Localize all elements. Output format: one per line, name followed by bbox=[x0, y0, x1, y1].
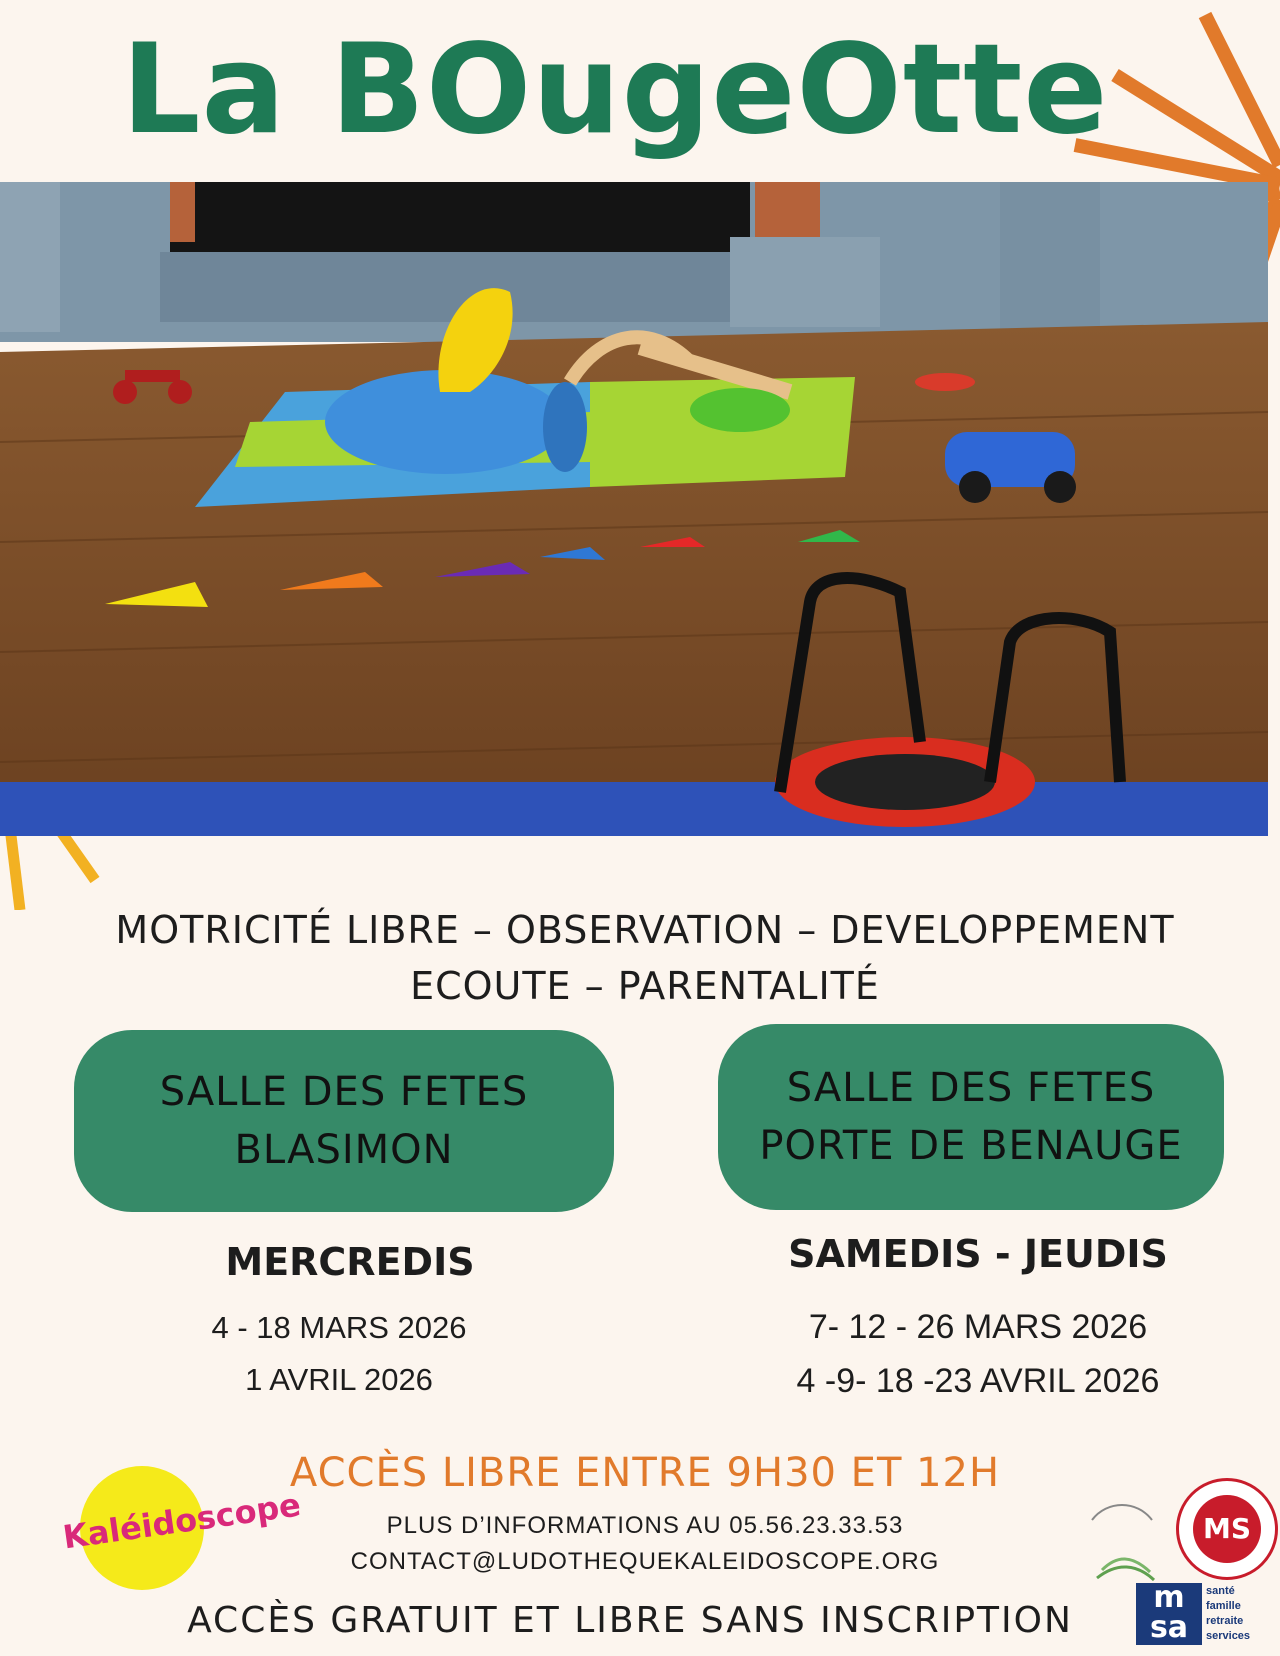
themes-line-2: ECOUTE – PARENTALITÉ bbox=[410, 964, 880, 1008]
kaleidoscope-logo-text: Kaléidoscope bbox=[60, 1485, 304, 1557]
page-title: La BOugeOtte bbox=[121, 18, 1109, 162]
msa-line-3: retraite bbox=[1206, 1615, 1244, 1627]
venue-benauge-line1: SALLE DES FETES bbox=[786, 1065, 1156, 1111]
community-logo bbox=[1082, 1500, 1162, 1590]
msa-logo: m sa bbox=[1136, 1583, 1202, 1645]
themes-line-1: MOTRICITÉ LIBRE – OBSERVATION – DEVELOPPEMENT bbox=[115, 908, 1175, 952]
free-access-footer: ACCÈS GRATUIT ET LIBRE SANS INSCRIPTION bbox=[187, 1600, 1073, 1641]
venue-benauge-line2: PORTE DE BENAUGE bbox=[759, 1123, 1183, 1169]
msa-services-text bbox=[1206, 1584, 1250, 1644]
venue-benauge-date-1: 7- 12 - 26 MARS 2026 bbox=[808, 1308, 1148, 1346]
venue-blasimon-line1: SALLE DES FETES bbox=[159, 1069, 529, 1115]
venue-blasimon-days: MERCREDIS bbox=[225, 1240, 475, 1284]
mecenes-solidaires-logo: MS bbox=[1176, 1478, 1278, 1580]
venue-blasimon-date-2: 1 AVRIL 2026 bbox=[245, 1362, 433, 1397]
venue-blasimon-line2: BLASIMON bbox=[234, 1127, 454, 1173]
msa-line-2: famille bbox=[1206, 1600, 1241, 1612]
venue-benauge-date-2: 4 -9- 18 -23 AVRIL 2026 bbox=[796, 1362, 1160, 1400]
venue-benauge-days: SAMEDIS - JEUDIS bbox=[788, 1232, 1168, 1276]
venue-porte-de-benauge-card bbox=[718, 1024, 1224, 1210]
venue-benauge-dates bbox=[718, 1300, 1238, 1408]
info-email[interactable]: CONTACT@LUDOTHEQUEKALEIDOSCOPE.ORG bbox=[350, 1548, 940, 1575]
msa-line-1: santé bbox=[1206, 1585, 1235, 1597]
playroom-photo bbox=[0, 182, 1268, 836]
msa-line-4: services bbox=[1206, 1630, 1251, 1642]
venue-blasimon-date-1: 4 - 18 MARS 2026 bbox=[211, 1310, 467, 1345]
venue-blasimon-dates bbox=[74, 1302, 604, 1406]
access-hours: ACCÈS LIBRE ENTRE 9H30 ET 12H bbox=[289, 1450, 1001, 1496]
venue-blasimon-card bbox=[74, 1030, 614, 1212]
info-phone: PLUS D’INFORMATIONS AU 05.56.23.33.53 bbox=[386, 1512, 904, 1539]
